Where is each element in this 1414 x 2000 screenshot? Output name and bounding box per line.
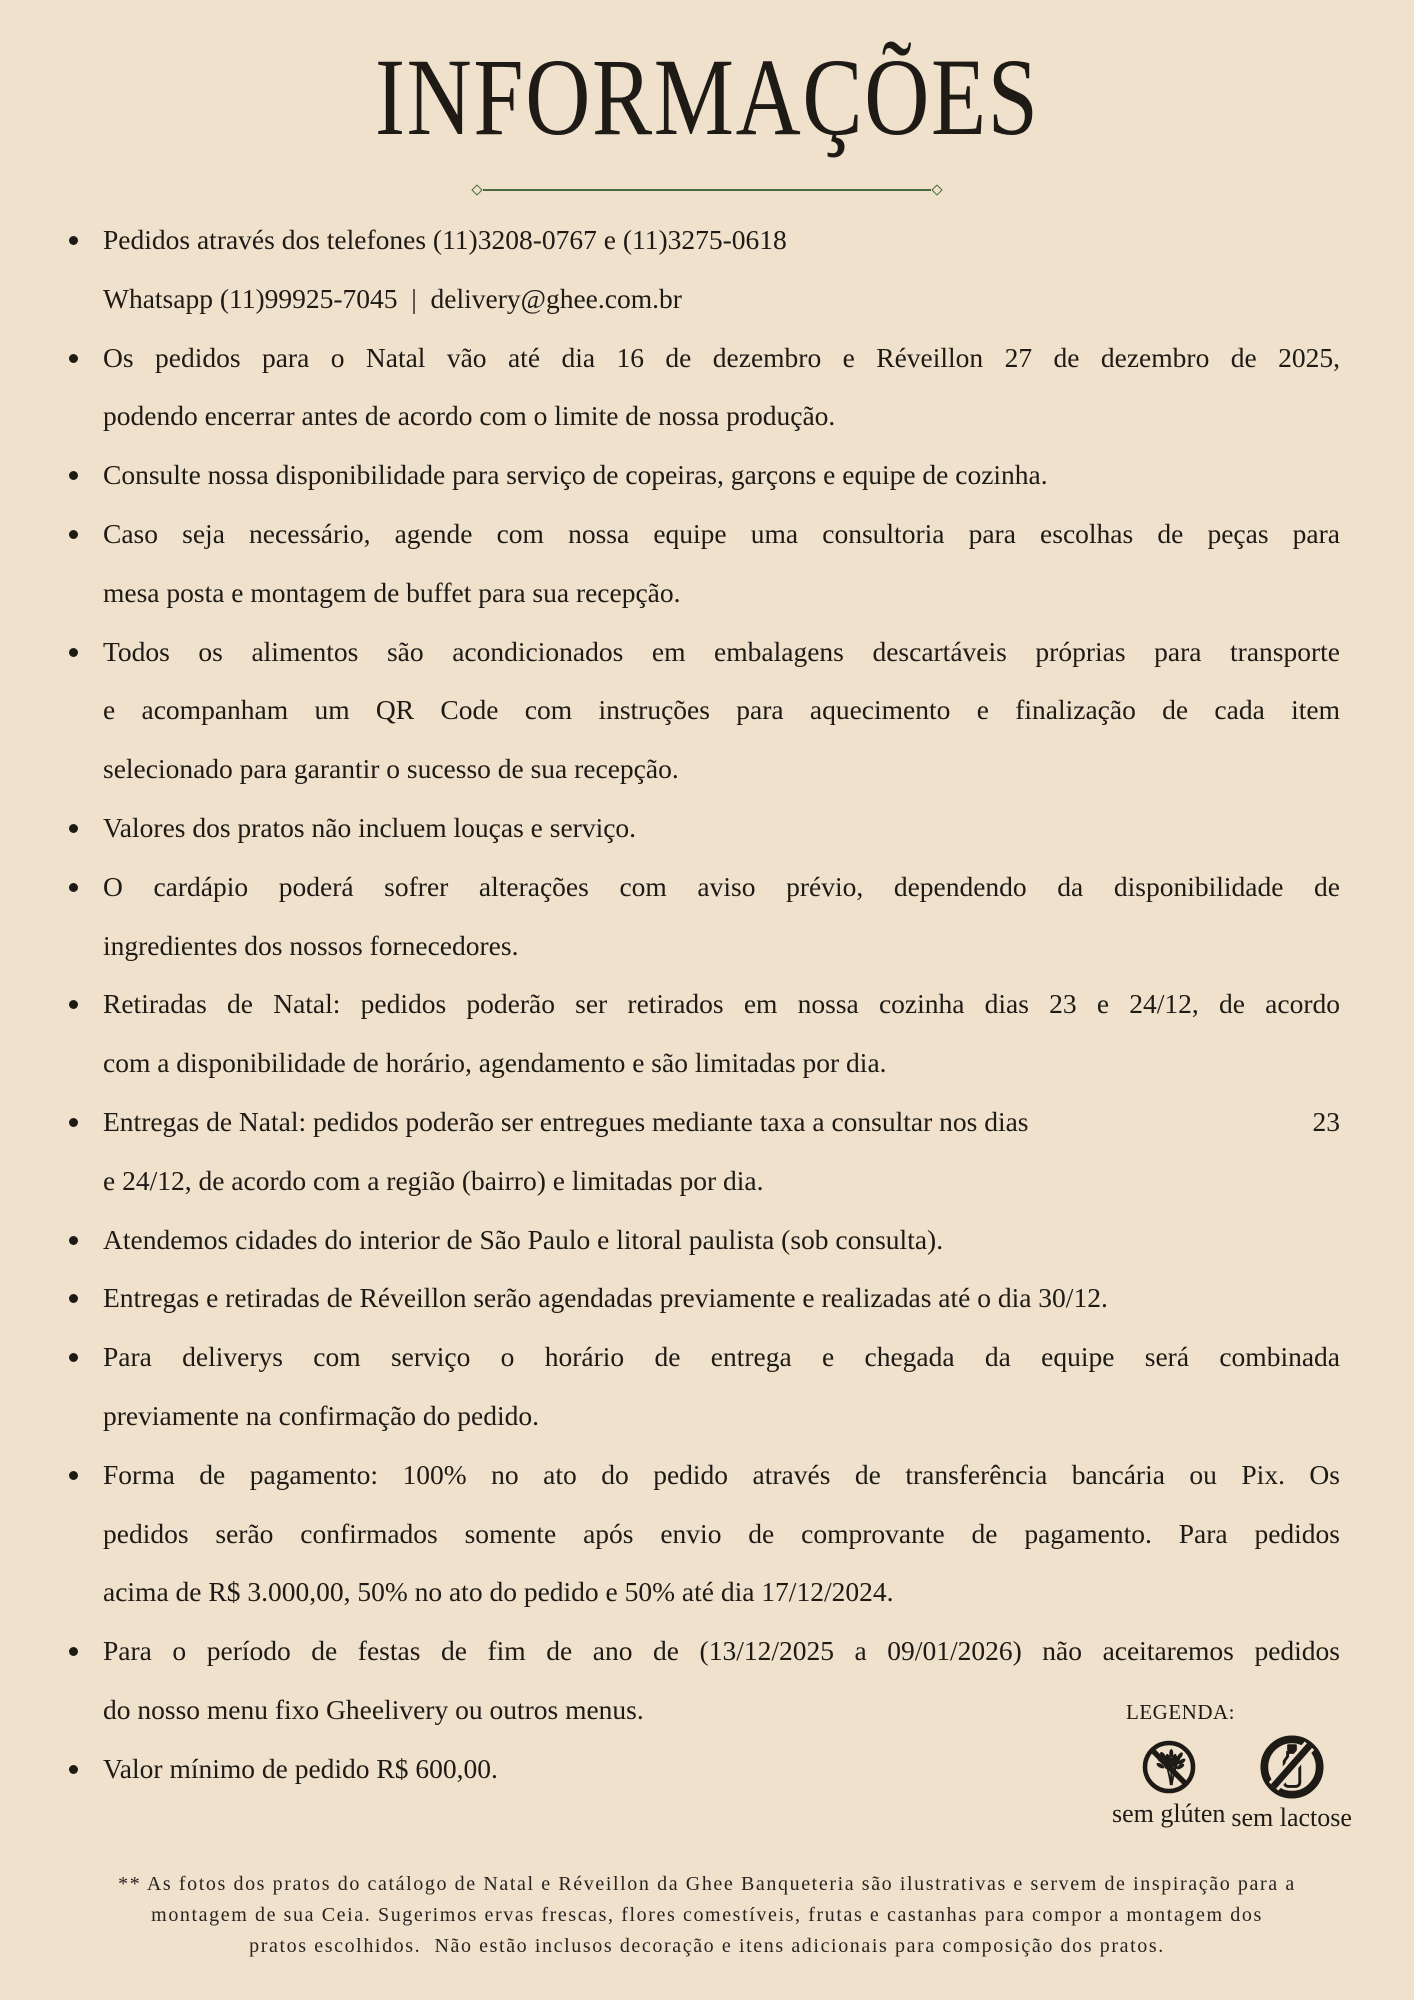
list-item: [69, 975, 1340, 1093]
list-item-line: podendo encerrar antes de acordo com o limite de nossa produção.: [103, 400, 836, 432]
list-item: [69, 1211, 1340, 1270]
list-item: [69, 329, 1340, 447]
legend: [1112, 1700, 1402, 1833]
list-item-line: e acompanham um QR Code com instruções para aquecimento e finalização de cada item: [103, 694, 1340, 726]
list-item-line: Forma de pagamento: 100% no ato do pedido através de transferência bancária ou Pix. Os: [103, 1458, 1340, 1490]
list-item-line: acima de R$ 3.000,00, 50% no ato do pedido e 50% até dia 17/12/2024.: [103, 1576, 894, 1608]
list-item: [69, 858, 1340, 976]
list-item-line: Pedidos através dos telefones (11)3208-0767 e (11)3275-0618: [103, 224, 787, 255]
list-item: [69, 1093, 1340, 1211]
list-item-line: Retiradas de Natal: pedidos poderão ser retirados em nossa cozinha dias 23 e 24/12, de acordo: [103, 988, 1340, 1020]
footer-line: ** As fotos dos pratos do catálogo de Natal e Réveillon da Ghee Banqueteria são ilustrativas e servem de inspiração para a: [118, 1873, 1296, 1895]
list-item-line: Os pedidos para o Natal vão até dia 16 de dezembro e Réveillon 27 de dezembro de 2025,: [103, 341, 1340, 373]
footer-line: pratos escolhidos. Não estão inclusos decoração e itens adicionais para composição dos pratos.: [249, 1935, 1165, 1957]
list-item-line: Entregas e retiradas de Réveillon serão agendadas previamente e realizadas até o dia 30/12.: [103, 1282, 1108, 1314]
title-divider: [483, 189, 931, 191]
list-item-line: pedidos serão confirmados somente após envio de comprovante de pagamento. Para pedidos: [103, 1517, 1340, 1549]
list-item: [69, 1446, 1340, 1622]
list-item-line: Para o período de festas de fim de ano de (13/12/2025 a 09/01/2026) não aceitaremos pedidos: [103, 1635, 1340, 1667]
list-item-line: selecionado para garantir o sucesso de sua recepção.: [103, 753, 679, 785]
list-item-line: previamente na confirmação do pedido.: [103, 1399, 539, 1431]
legend-item-lactose-free: [1231, 1734, 1352, 1833]
list-item-line: Valores dos pratos não incluem louças e serviço.: [103, 811, 637, 843]
list-item: [69, 1328, 1340, 1446]
legend-item-gluten-free: [1112, 1738, 1225, 1829]
list-item-text: Entregas de Natal: pedidos poderão ser entregues mediante taxa a consultar nos dias: [103, 1105, 1029, 1137]
list-item: [69, 1269, 1340, 1328]
list-item: [69, 446, 1340, 505]
footer-note: [0, 1869, 1414, 1962]
list-item-line: Para deliverys com serviço o horário de entrega e chegada da equipe será combinada: [103, 1341, 1340, 1373]
legend-title: LEGENDA:: [1126, 1700, 1235, 1724]
list-item-right-value: 23: [1312, 1105, 1340, 1137]
list-item-line: com a disponibilidade de horário, agendamento e são limitadas por dia.: [103, 1047, 887, 1079]
list-item-line: mesa posta e montagem de buffet para sua recepção.: [103, 576, 681, 608]
list-item-line: ingredientes dos nossos fornecedores.: [103, 929, 519, 961]
list-item-line: Whatsapp (11)99925-7045 | delivery@ghee.com.br: [103, 282, 682, 314]
list-item-line: Caso seja necessário, agende com nossa equipe uma consultoria para escolhas de peças para: [103, 517, 1340, 549]
list-item-line: Consulte nossa disponibilidade para serviço de copeiras, garçons e equipe de cozinha.: [103, 459, 1048, 491]
list-item-line: Atendemos cidades do interior de São Paulo e litoral paulista (sob consulta).: [103, 1223, 944, 1255]
list-item: [69, 211, 1340, 329]
list-item-line: [103, 1093, 1340, 1152]
legend-row: [1112, 1734, 1402, 1833]
list-item-line: e 24/12, de acordo com a região (bairro) e limitadas por dia.: [103, 1164, 764, 1196]
footer-line: montagem de sua Ceia. Sugerimos ervas frescas, flores comestíveis, frutas e castanhas para compor a montagem dos: [151, 1904, 1263, 1926]
list-item-line: Todos os alimentos são acondicionados em embalagens descartáveis próprias para transporte: [103, 635, 1340, 667]
list-item: [69, 505, 1340, 623]
no-gluten-icon: [1140, 1738, 1198, 1796]
info-list: [69, 211, 1340, 1799]
no-lactose-icon: [1259, 1734, 1325, 1800]
list-item: [69, 799, 1340, 858]
legend-caption: sem lactose: [1231, 1803, 1352, 1832]
list-item-line: Valor mínimo de pedido R$ 600,00.: [103, 1752, 498, 1784]
list-item-line: O cardápio poderá sofrer alterações com aviso prévio, dependendo da disponibilidade de: [103, 870, 1340, 902]
legend-caption: sem glúten: [1112, 1799, 1226, 1828]
list-item-line: do nosso menu fixo Gheelivery ou outros menus.: [103, 1693, 644, 1725]
page-title: INFORMAÇÕES: [374, 36, 1040, 158]
list-item: [69, 623, 1340, 799]
